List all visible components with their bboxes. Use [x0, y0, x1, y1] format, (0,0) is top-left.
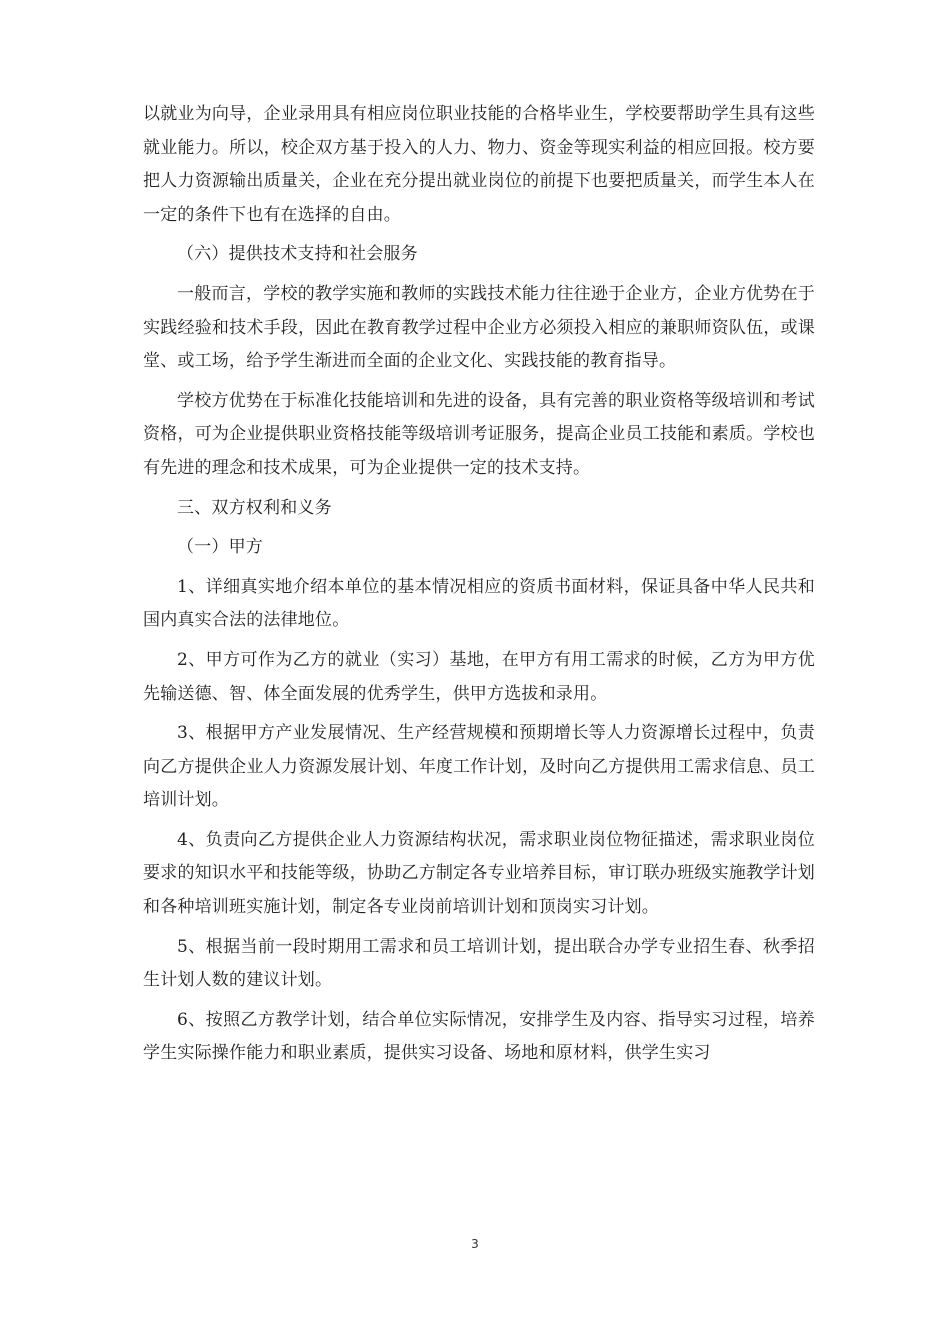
list-item: 6、按照乙方教学计划，结合单位实际情况，安排学生及内容、指导实习过程，培养学生实际操作能力和职业素质，提供实习设备、场地和原材料，供学生实习 [143, 1009, 815, 1064]
section-heading-six: （六）提供技术支持和社会服务 [177, 244, 418, 265]
subsection-heading-party-a: （一）甲方 [177, 537, 263, 558]
list-item: 1、详细真实地介绍本单位的基本情况相应的资质书面材料，保证具备中华人民共和国内真实合法的法律地位。 [143, 576, 815, 631]
list-item: 2、甲方可作为乙方的就业（实习）基地，在甲方有用工需求的时候，乙方为甲方优先输送德、智、体全面发展的优秀学生，供甲方选拔和录用。 [143, 649, 815, 704]
section-heading-three: 三、双方权利和义务 [177, 497, 332, 518]
list-item: 4、负责向乙方提供企业人力资源结构状况，需求职业岗位物征描述，需求职业岗位要求的知识水平和技能等级，协助乙方制定各专业培养目标，审订联办班级实施教学计划和各种培训班实施计划，制定各专业岗前培训计划和顶岗实习计划。 [143, 829, 815, 918]
paragraph: 学校方优势在于标准化技能培训和先进的设备，具有完善的职业资格等级培训和考试资格，可为企业提供职业资格技能等级培训考证服务，提高企业员工技能和素质。学校也有先进的理念和技术成果，可为企业提供一定的技术支持。 [143, 390, 815, 478]
list-item: 3、根据甲方产业发展情况、生产经营规模和预期增长等人力资源增长过程中，负责向乙方提供企业人力资源发展计划、年度工作计划，及时向乙方提供用工需求信息、员工培训计划。 [143, 723, 815, 811]
document-body [143, 98, 815, 1071]
list-item: 5、根据当前一段时期用工需求和员工培训计划，提出联合办学专业招生春、秋季招生计划人数的建议计划。 [143, 936, 815, 991]
page-number: 3 [471, 1237, 479, 1251]
paragraph-continuation: 以就业为向导，企业录用具有相应岗位职业技能的合格毕业生，学校要帮助学生具有这些就业能力。所以，校企双方基于投入的人力、物力、资金等现实利益的相应回报。校方要把人力资源输出质量关，企业在充分提出就业岗位的前提下也要把质量关，而学生本人在一定的条件下也有在选择的自由。 [143, 104, 815, 225]
paragraph: 一般而言，学校的教学实施和教师的实践技术能力往往逊于企业方，企业方优势在于实践经验和技术手段，因此在教育教学过程中企业方必须投入相应的兼职师资队伍，或课堂、或工场，给予学生渐进而全面的企业文化、实践技能的教育指导。 [143, 283, 815, 372]
